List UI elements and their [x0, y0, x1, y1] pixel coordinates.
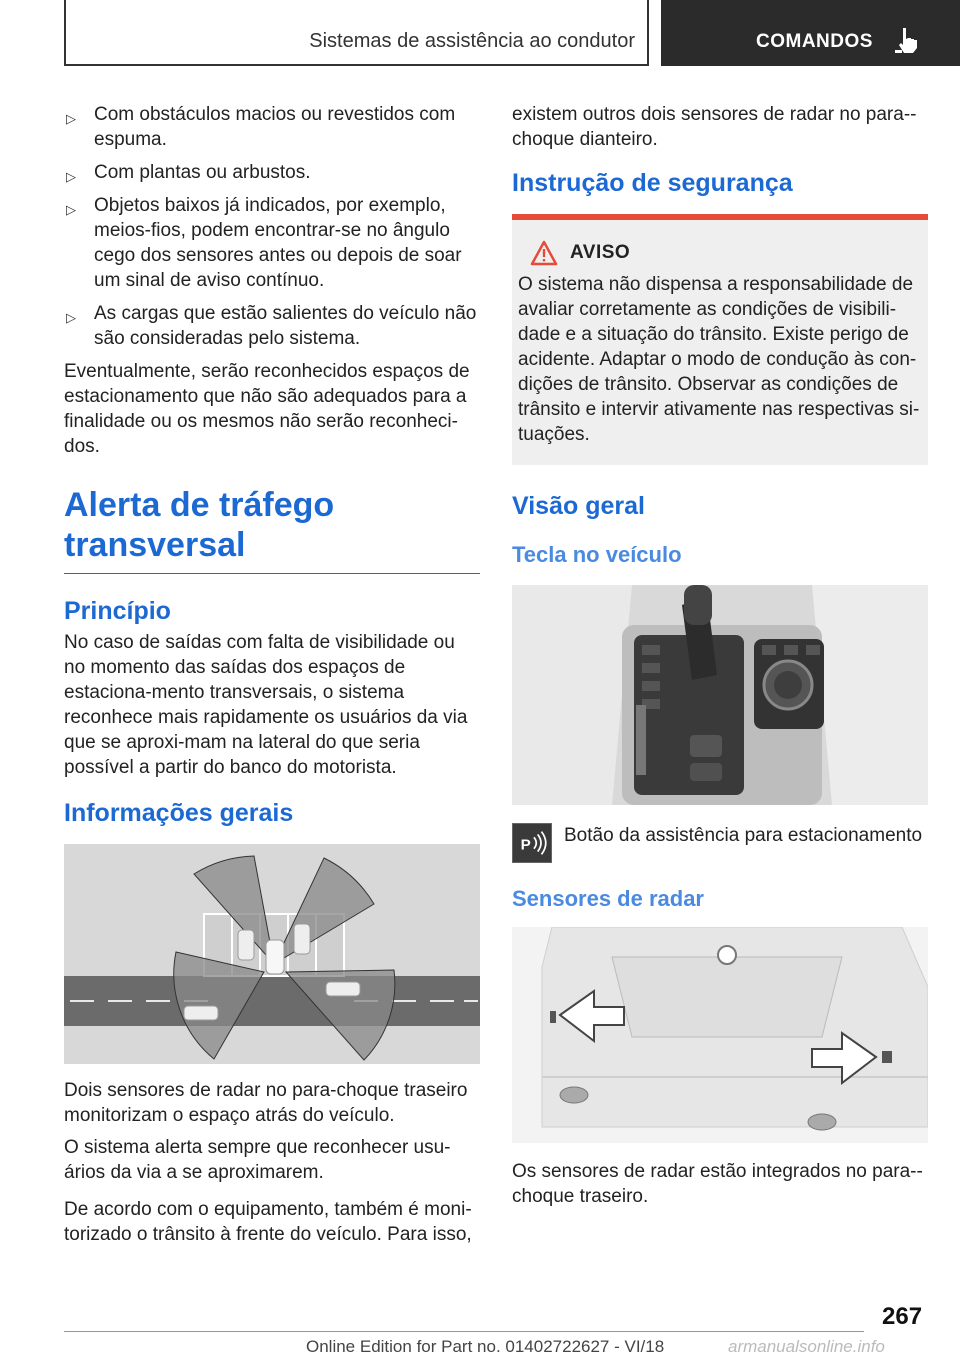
- right-column: [512, 102, 928, 1216]
- triangle-bullet-icon: ▷: [66, 310, 76, 325]
- radar-caption: Os sensores de radar estão integrados no para--choque traseiro.: [512, 1161, 923, 1207]
- footer-edition: Online Edition for Part no. 01402722627 - VI/18: [306, 1337, 665, 1356]
- hand-pointer-icon: [895, 26, 921, 54]
- footer-watermark: armanualsonline.info: [728, 1337, 885, 1356]
- parking-assistant-icon: [512, 823, 552, 863]
- left-column: [64, 102, 480, 1254]
- rear-bumper-illustration: [512, 927, 928, 1143]
- warning-box: [512, 214, 928, 465]
- overview-heading: Visão geral: [512, 492, 645, 520]
- page-number: 267: [882, 1303, 923, 1330]
- section-title: COMANDOS: [756, 31, 873, 52]
- footer-divider: [64, 1331, 864, 1332]
- warning-text: O sistema não dispensa a responsabilidade de avaliar corretamente as condições de visibili-dade e a situação do trânsito. Existe perigo de acidente. Adaptar o modo de condução às con-dições de trânsito. Observar as condições de trânsito e intervir ativamente nas respectivas si-tuações.: [518, 274, 920, 445]
- paragraph: O sistema alerta sempre que reconhecer usu-ários da via a se aproximarem.: [64, 1137, 451, 1183]
- triangle-bullet-icon: ▷: [66, 202, 76, 217]
- warning-triangle-icon: [530, 240, 558, 266]
- cross-traffic-illustration: [64, 844, 480, 1064]
- main-heading: Alerta de tráfego transversal: [64, 485, 480, 574]
- radar-heading: Sensores de radar: [512, 886, 704, 911]
- header-chapter-box: [64, 0, 649, 66]
- center-console-illustration: [512, 585, 928, 805]
- triangle-bullet-icon: ▷: [66, 169, 76, 184]
- safety-heading: Instrução de segurança: [512, 169, 793, 197]
- key-caption: Botão da assistência para estacionamento: [564, 825, 923, 846]
- list-item: ▷ Objetos baixos já indicados, por exemplo, meios-fios, podem encontrar-se no ângulo cego dos sensores antes ou depois de soar um sinal de aviso contínuo.: [66, 195, 462, 291]
- paragraph: existem outros dois sensores de radar no para--choque dianteiro.: [512, 104, 917, 150]
- paragraph: Eventualmente, serão reconhecidos espaços de estacionamento que não são adequados para a finalidade ou os mesmos não serão reconheci-dos.: [64, 361, 470, 457]
- chapter-title: Sistemas de assistência ao condutor: [309, 30, 635, 52]
- general-info-heading: Informações gerais: [64, 799, 294, 827]
- list-item: ▷ As cargas que estão salientes do veículo não são consideradas pelo sistema.: [66, 303, 477, 349]
- center-console-photo: [512, 585, 928, 805]
- warning-title: AVISO: [570, 242, 631, 263]
- paragraph: No caso de saídas com falta de visibilidade ou no momento das saídas dos espaços de estaciona-mento transversais, o sistema reconhece mais rapidamente os usuários da via que se aproxi-mam na lateral do que seria possível a partir do banco do motorista.: [64, 632, 468, 778]
- svg-text:P: P: [520, 836, 531, 854]
- list-item: ▷ Com obstáculos macios ou revestidos com espuma.: [66, 104, 456, 150]
- list-item: ▷ Com plantas ou arbustos.: [64, 160, 480, 185]
- paragraph: De acordo com o equipamento, também é moni-torizado o trânsito à frente do veículo. Para isso,: [64, 1199, 472, 1245]
- header-section-box: [661, 0, 960, 66]
- key-heading: Tecla no veículo: [512, 542, 682, 567]
- cross-traffic-diagram: [64, 844, 480, 1064]
- principle-heading: Princípio: [64, 597, 171, 625]
- key-caption-row: [512, 823, 928, 863]
- rear-bumper-photo: [512, 927, 928, 1143]
- triangle-bullet-icon: ▷: [66, 111, 76, 126]
- paragraph: Dois sensores de radar no para-choque traseiro monitorizam o espaço atrás do veículo.: [64, 1080, 468, 1126]
